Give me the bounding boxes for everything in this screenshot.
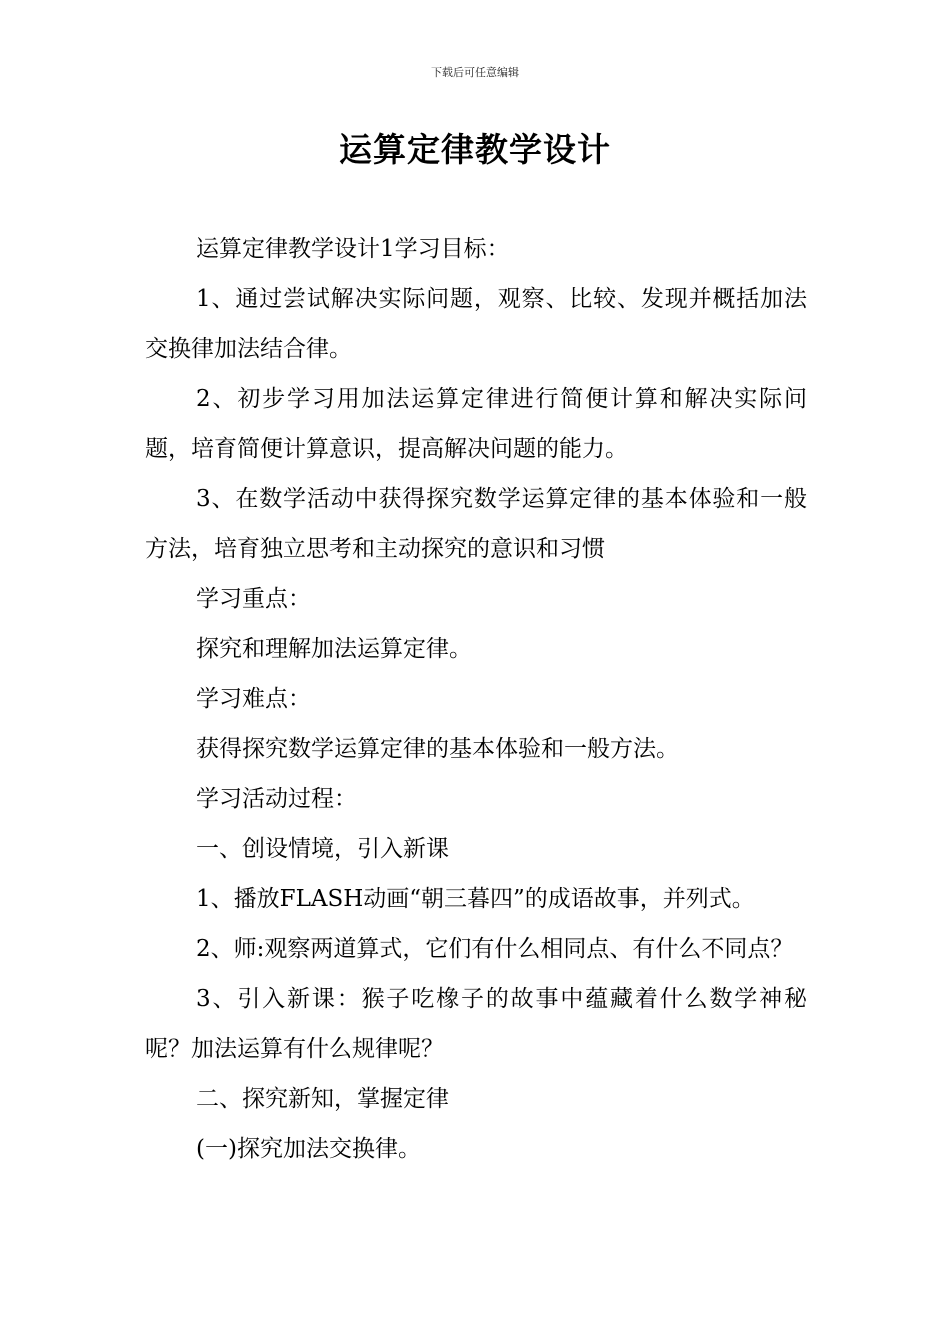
paragraph-objectives-heading: 运算定律教学设计1学习目标：	[196, 236, 510, 262]
paragraph-difficulties: 获得探究数学运算定律的基本体验和一般方法。	[196, 736, 679, 762]
document-body	[145, 224, 807, 1174]
paragraph-objective-3: 3、在数学活动中获得探究数学运算定律的基本体验和一般方法，培育独立思考和主动探究的意识和习惯	[145, 486, 807, 562]
page-header-note: 下载后可任意编辑	[431, 66, 519, 79]
paragraph-subsection-1: (一)探究加法交换律。	[196, 1136, 421, 1162]
paragraph-difficulties-heading: 学习难点：	[196, 686, 311, 712]
paragraph-section-2-heading: 二、探究新知，掌握定律	[196, 1086, 449, 1112]
paragraph-objective-2: 2、初步学习用加法运算定律进行简便计算和解决实际问题，培育简便计算意识，提高解决问题的能力。	[145, 386, 807, 462]
paragraph-key-points: 探究和理解加法运算定律。	[196, 636, 472, 662]
document-title: 运算定律教学设计	[339, 130, 611, 169]
paragraph-key-points-heading: 学习重点：	[196, 586, 311, 612]
paragraph-section-1-heading: 一、创设情境，引入新课	[196, 836, 449, 862]
paragraph-objective-1: 1、通过尝试解决实际问题，观察、比较、发现并概括加法交换律加法结合律。	[145, 286, 807, 362]
paragraph-step-2: 2、师:观察两道算式，它们有什么相同点、有什么不同点？	[196, 936, 794, 962]
paragraph-step-3: 3、引入新课：猴子吃橡子的故事中蕴藏着什么数学神秘呢？加法运算有什么规律呢？	[145, 986, 807, 1062]
paragraph-process-heading: 学习活动过程：	[196, 786, 357, 812]
paragraph-step-1: 1、播放FLASH动画“朝三暮四”的成语故事，并列式。	[196, 886, 755, 912]
